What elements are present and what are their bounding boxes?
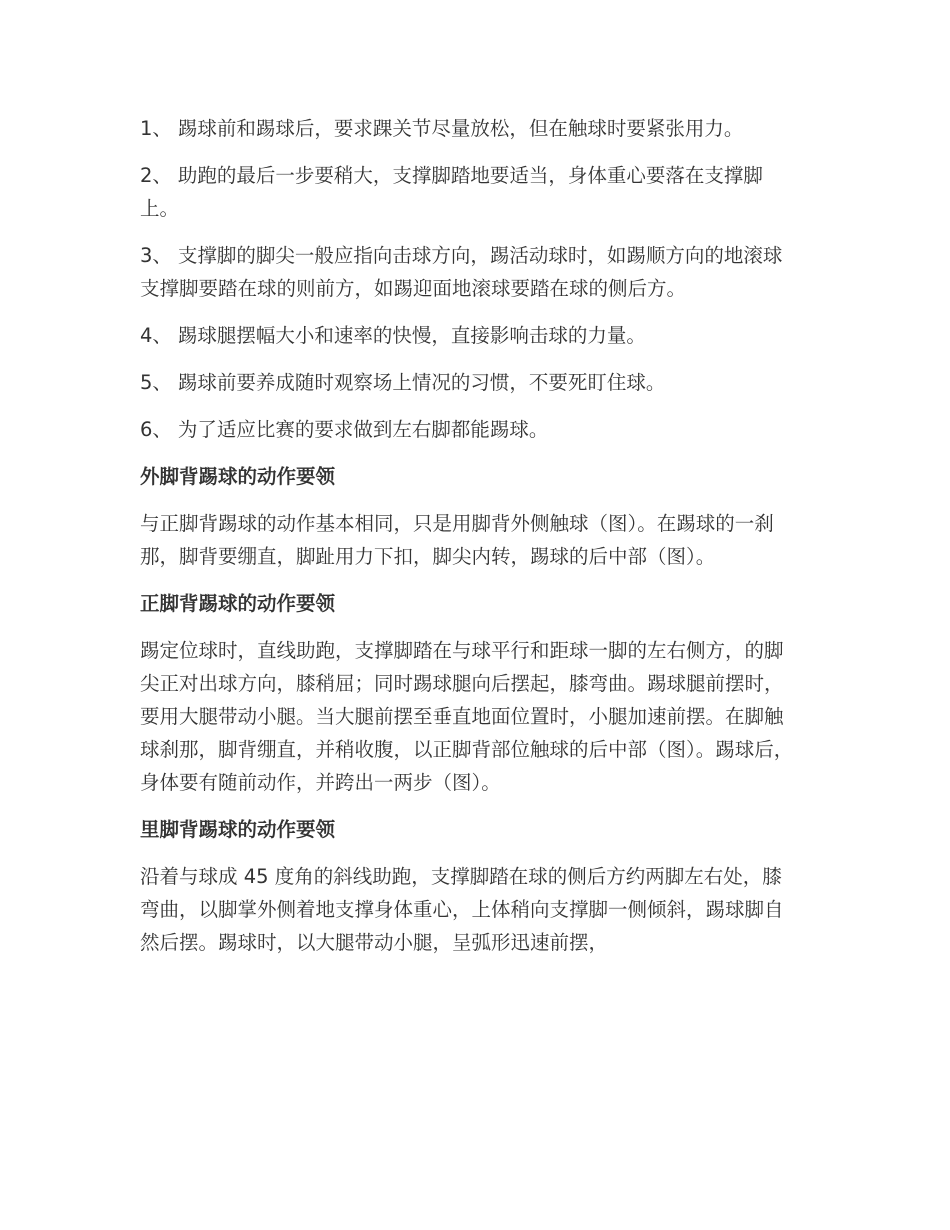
list-text: 助跑的最后一步要稍大，支撑脚踏地要适当，身体重心要落在支撑脚上。 (140, 164, 763, 220)
list-text: 踢球前要养成随时观察场上情况的习惯，不要死盯住球。 (177, 371, 666, 394)
section-heading-outer-instep: 外脚背踢球的动作要领 (140, 465, 336, 488)
list-item-5 (140, 366, 800, 399)
section-heading-instep: 正脚背踢球的动作要领 (140, 592, 336, 615)
list-item-6 (140, 413, 800, 446)
list-number: 3、 (140, 244, 172, 267)
list-item-2 (140, 159, 800, 225)
section-body-inner-instep: 沿着与球成 45 度角的斜线助跑，支撑脚踏在球的侧后方约两脚左右处，膝弯曲，以脚掌外侧着地支撑身体重心，上体稍向支撑脚一侧倾斜，踢球脚自然后摆。踢球时，以大腿带动小腿，呈弧形迅速前摆， (140, 865, 784, 954)
list-number: 2、 (140, 164, 172, 187)
section-body-outer-instep: 与正脚背踢球的动作基本相同，只是用脚背外侧触球（图）。在踢球的一刹那，脚背要绷直，脚趾用力下扣，脚尖内转，踢球的后中部（图）。 (140, 512, 774, 568)
list-number: 1、 (140, 117, 172, 140)
list-item-1 (140, 112, 800, 145)
list-text: 踢球前和踢球后，要求踝关节尽量放松，但在触球时要紧张用力。 (177, 117, 744, 140)
section-heading-inner-instep: 里脚背踢球的动作要领 (140, 818, 336, 841)
list-number: 4、 (140, 324, 172, 347)
document-page (140, 112, 800, 973)
list-item-3 (140, 239, 800, 305)
list-number: 6、 (140, 418, 172, 441)
section-body-instep: 踢定位球时，直线助跑，支撑脚踏在与球平行和距球一脚的左右侧方，的脚尖正对出球方向，膝稍屈；同时踢球腿向后摆起，膝弯曲。踢球腿前摆时，要用大腿带动小腿。当大腿前摆至垂直地面位置时，小腿加速前摆。在脚触球刹那，脚背绷直，并稍收腹，以正脚背部位触球的后中部（图）。踢球后，身体要有随前动作，并跨出一两步（图）。 (140, 639, 794, 794)
list-text: 支撑脚的脚尖一般应指向击球方向，踢活动球时，如踢顺方向的地滚球支撑脚要踏在球的则前方，如踢迎面地滚球要踏在球的侧后方。 (140, 244, 783, 300)
list-item-4 (140, 319, 800, 352)
list-text: 为了适应比赛的要求做到左右脚都能踢球。 (177, 418, 549, 441)
list-number: 5、 (140, 371, 172, 394)
list-text: 踢球腿摆幅大小和速率的快慢，直接影响击球的力量。 (177, 324, 646, 347)
